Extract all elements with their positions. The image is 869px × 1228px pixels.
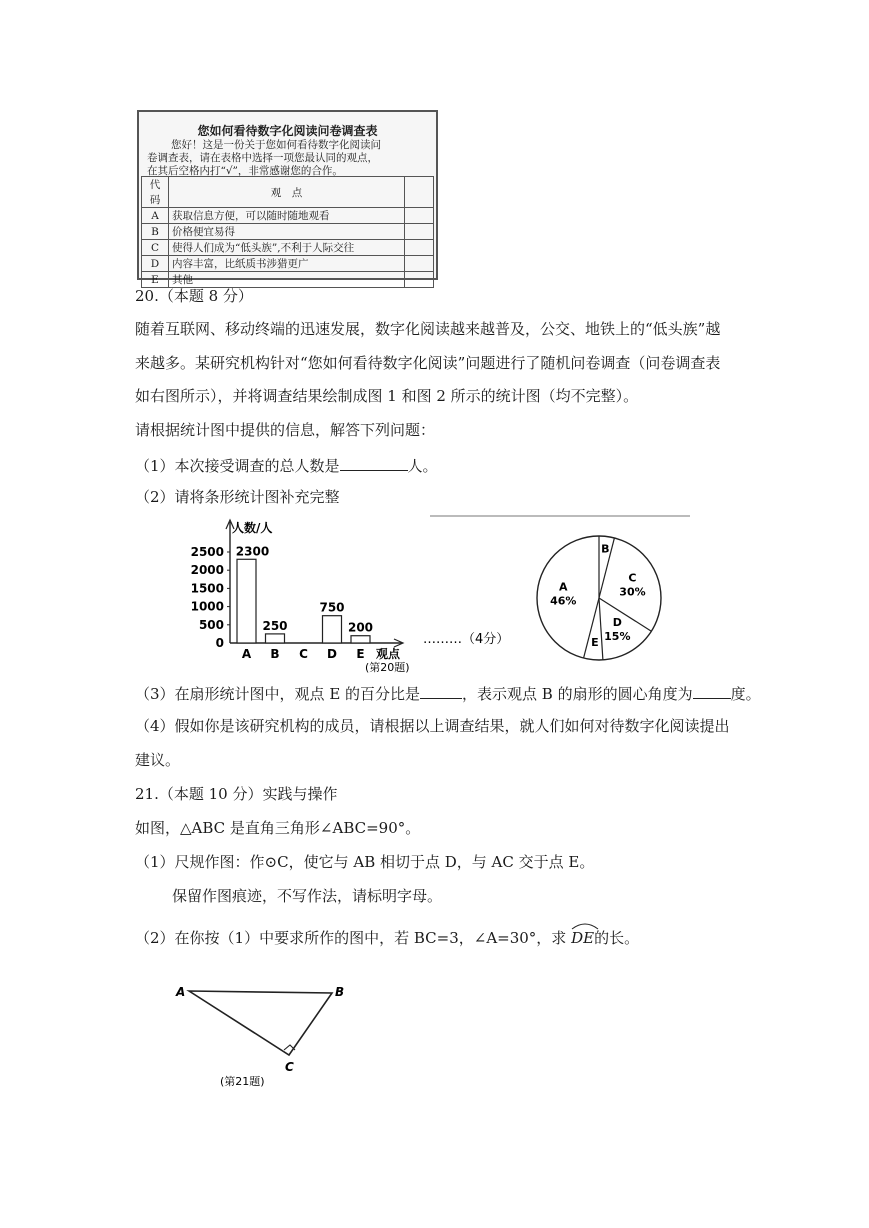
- bar: [266, 634, 285, 643]
- row-text: 使得人们成为“低头族”,不利于人际交往: [169, 240, 405, 256]
- row-text: 内容丰富，比纸质书涉猎更广: [169, 256, 405, 272]
- bar: [237, 559, 256, 643]
- q20-para-2: 来越多。某研究机构针对“您如何看待数字化阅读”问题进行了随机问卷调查（问卷调查表: [135, 354, 721, 372]
- row-check-cell: [405, 208, 434, 224]
- q21-sub-1-note: 保留作图痕迹，不写作法，请标明字母。: [172, 887, 443, 905]
- q20-para-4: 请根据统计图中提供的信息，解答下列问题：: [135, 421, 436, 439]
- survey-table-figure: [137, 110, 438, 286]
- x-axis-label: 观点: [376, 647, 401, 661]
- q20-sub-4a: （4）假如你是该研究机构的成员，请根据以上调查结果，就人们如何对待数字化阅读提出: [135, 717, 730, 735]
- triangle-abc: [189, 991, 332, 1055]
- y-tick-label: 1500: [190, 581, 224, 596]
- row-code: E: [142, 272, 169, 288]
- y-tick-label: 2500: [190, 545, 224, 559]
- answer-blank[interactable]: [693, 682, 731, 699]
- vertex-b-label: B: [335, 985, 345, 999]
- row-text: 价格便宜易得: [169, 224, 405, 240]
- q21-header: 21.（本题 10 分）实践与操作: [135, 785, 338, 803]
- q20-sub1-text: （1）本次接受调查的总人数是: [135, 457, 340, 475]
- pie-slice-label: C: [628, 571, 637, 585]
- q21-sub-2: [135, 928, 639, 948]
- vertex-c-label: C: [285, 1060, 294, 1074]
- row-check-cell: [405, 224, 434, 240]
- row-code: D: [142, 256, 169, 272]
- survey-intro-line-2: 卷调查表，请在表格中选择一项您最认同的观点，: [147, 152, 378, 164]
- table-header-row: [142, 177, 434, 208]
- pie-slice-label: D: [612, 615, 622, 629]
- survey-title: 您如何看待数字化阅读问卷调查表: [197, 124, 378, 138]
- q20-sub-3: [135, 682, 761, 704]
- answer-blank[interactable]: [340, 454, 408, 471]
- table-row: [142, 224, 434, 240]
- table-row: [142, 240, 434, 256]
- row-check-cell: [405, 240, 434, 256]
- header-check: [405, 177, 434, 208]
- q20-para-1: 随着互联网、移动终端的迅速发展，数字化阅读越来越普及，公交、地铁上的“低头族”越: [135, 320, 721, 338]
- bar-data-label: 2300: [235, 544, 270, 559]
- q21-line-1: 如图，△ABC 是直角三角形∠ABC=90°。: [135, 819, 421, 837]
- x-tick-label: A: [241, 647, 252, 661]
- pie-slice-percent: 46%: [550, 594, 577, 608]
- q20-sub3-unit: 度。: [730, 685, 761, 703]
- pie-slice-percent: 15%: [604, 629, 631, 643]
- row-text: 其他: [169, 272, 405, 288]
- answer-blank[interactable]: [420, 682, 462, 699]
- q20-sub-2: （2）请将条形统计图补充完整: [135, 488, 340, 506]
- q21-triangle-figure: [172, 978, 352, 1093]
- q21-sub2-text: （2）在你按（1）中要求所作的图中，若 BC=3，∠A=30°，求: [135, 929, 567, 947]
- q20-para-3: 如右图所示），并将调查结果绘制成图 1 和图 2 所示的统计图（均不完整）。: [135, 387, 639, 405]
- vertex-a-label: A: [176, 985, 186, 999]
- q21-sub2-unit: 的长。: [594, 929, 640, 947]
- row-check-cell: [405, 272, 434, 288]
- x-tick-label: C: [299, 647, 308, 661]
- bar-data-label: 750: [319, 600, 345, 615]
- score-note: ………（4分）: [423, 632, 510, 647]
- bar-chart: [191, 520, 403, 661]
- pie-slice-label: B: [601, 542, 610, 556]
- q20-sub3-text-2: ，表示观点 B 的扇形的圆心角度为: [462, 685, 693, 703]
- pie-slice-label: A: [559, 580, 568, 594]
- y-tick-label: 2000: [190, 563, 224, 578]
- y-tick-label: 500: [198, 617, 224, 632]
- x-tick-label: B: [270, 647, 280, 661]
- y-tick-label: 0: [215, 636, 224, 650]
- q20-header: 20.（本题 8 分）: [135, 287, 253, 305]
- chart-caption: (第20题): [365, 661, 410, 674]
- triangle-caption: (第21题): [220, 1075, 265, 1088]
- y-tick-label: 1000: [190, 599, 224, 614]
- bar-data-label: 200: [347, 620, 374, 635]
- row-code: A: [142, 208, 169, 224]
- x-tick-label: D: [327, 647, 337, 661]
- header-code: 代码: [142, 177, 169, 208]
- q20-charts-figure: [180, 510, 700, 680]
- q20-sub-4b: 建议。: [135, 751, 181, 769]
- y-axis-label: 人数/人: [232, 521, 273, 535]
- bar-data-label: 250: [262, 618, 288, 633]
- arc-de-notation: [571, 928, 594, 948]
- arc-symbol: [571, 922, 599, 930]
- pie-slice-percent: 30%: [619, 585, 646, 599]
- row-text: 获取信息方便，可以随时随地观看: [169, 208, 405, 224]
- survey-options-table: [141, 176, 434, 288]
- pie-slice-label: E: [591, 635, 599, 649]
- table-row: [142, 256, 434, 272]
- q20-sub3-text: （3）在扇形统计图中，观点 E 的百分比是: [135, 685, 421, 703]
- q20-sub-1: [135, 454, 438, 476]
- x-tick-label: E: [356, 647, 365, 661]
- survey-intro: [139, 139, 436, 178]
- table-row: [142, 208, 434, 224]
- q20-sub1-unit: 人。: [407, 457, 438, 475]
- bar: [323, 616, 342, 643]
- bar: [351, 636, 370, 643]
- row-code: C: [142, 240, 169, 256]
- q21-sub-1: （1）尺规作图：作⊙C，使它与 AB 相切于点 D，与 AC 交于点 E。: [135, 853, 595, 871]
- survey-intro-line-1: 您好！这是一份关于您如何看待数字化阅读问: [171, 139, 381, 151]
- survey-intro-line-3: 在其后空格内打“√”，非常感谢您的合作。: [147, 165, 343, 177]
- row-code: B: [142, 224, 169, 240]
- arc-label: DE: [571, 929, 595, 947]
- row-check-cell: [405, 256, 434, 272]
- header-view: 观 点: [169, 177, 405, 208]
